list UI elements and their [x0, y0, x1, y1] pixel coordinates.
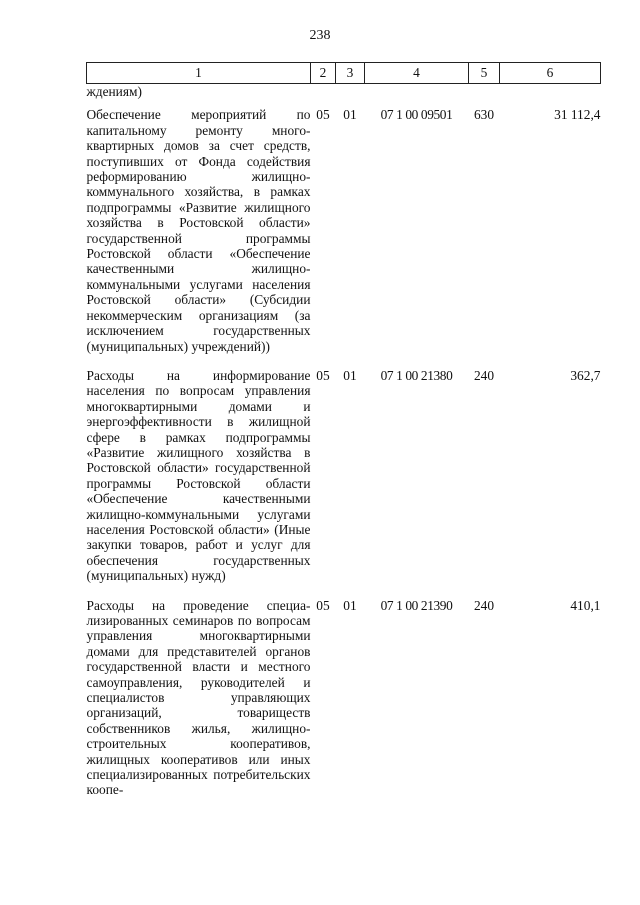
continued-row	[87, 84, 601, 104]
row-subsection: 01	[343, 597, 357, 613]
row-amount: 31 112,4	[554, 107, 601, 123]
table-row	[87, 364, 601, 594]
row-target-article: 07 1 00 21380	[380, 367, 453, 383]
header-col-3: 3	[336, 63, 365, 84]
row-subsection: 01	[343, 367, 357, 383]
row-description: Расходы на информирование населения по вопросам управления многоквартирными домами и энергоэффективности в жилищной сфере в рамках подпрограммы «Развитие жилищного хозяйства в Ростовской области» государственной программы Ростовской области «Обеспечение качественными жилищно-коммунальными услугами населения Ростовской области» (Иные закупки товаров, работ и услуг для обеспечения государственных (муниципальных) нужд)	[86, 367, 311, 584]
row-section: 05	[316, 597, 330, 613]
row-description: Расходы на проведение специализированных семинаров по вопросам управления многоквартирными домами для представителей органов государственной власти и местного самоуправления, руководителей и специалистов управляющих организаций, товариществ собственников жилья, жилищно-строительных кооперативов, жилищных кооперативов или иных специализированных потребительских коопе-	[86, 597, 311, 798]
row-amount: 362,7	[570, 367, 601, 383]
budget-table	[86, 62, 601, 808]
table-row	[87, 594, 601, 808]
header-col-1: 1	[87, 63, 311, 84]
row-section: 05	[316, 107, 330, 123]
row-amount: 410,1	[570, 597, 601, 613]
row-expense-type: 240	[473, 367, 495, 383]
row-target-article: 07 1 00 09501	[380, 107, 453, 123]
row-subsection: 01	[343, 107, 357, 123]
continued-text: ждениям)	[86, 84, 142, 99]
row-target-article: 07 1 00 21390	[380, 597, 453, 613]
header-col-2: 2	[311, 63, 336, 84]
row-description: Обеспечение мероприятий по капитальному ремонту многоквартирных домов за счет средств, поступивших от Фонда содействия реформированию жилищно-коммунального хозяйства, в рамках подпрограммы «Развитие жилищного хозяйства в Ростовской области» государственной программы Ростовской области «Обеспечение качественными жилищно-коммунальными услугами населения Ростовской области» (Субсидии некоммерческим организациям (за исключением государственных (муниципальных) учреждений))	[86, 107, 311, 354]
header-col-6: 6	[500, 63, 601, 84]
row-expense-type: 240	[473, 597, 495, 613]
table-row	[87, 103, 601, 364]
header-col-5: 5	[469, 63, 500, 84]
page-number: 238	[309, 28, 331, 43]
row-section: 05	[316, 367, 330, 383]
header-col-4: 4	[365, 63, 469, 84]
row-expense-type: 630	[473, 107, 495, 123]
header-row	[87, 63, 601, 84]
